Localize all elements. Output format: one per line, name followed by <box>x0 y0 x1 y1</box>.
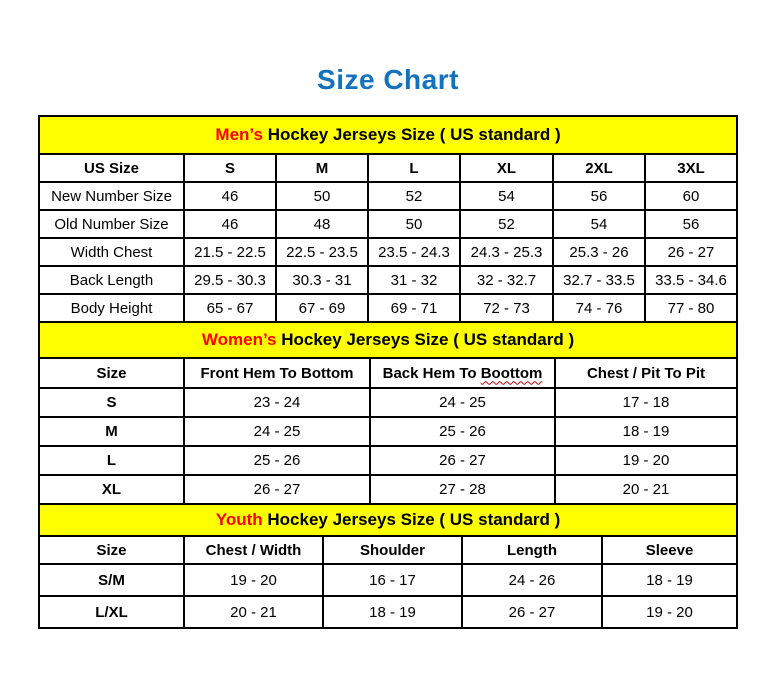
column-header-text: Back Hem To <box>382 364 481 382</box>
table-cell: 23.5 - 24.3 <box>368 238 460 266</box>
table-cell: 32.7 - 33.5 <box>553 266 645 294</box>
table-cell: 19 - 20 <box>555 446 737 475</box>
table-row <box>39 536 737 564</box>
table-cell: 21.5 - 22.5 <box>184 238 276 266</box>
row-label: Width Chest <box>39 238 184 266</box>
mens-section-highlight: Men’s <box>215 125 263 145</box>
table-cell: 18 - 19 <box>323 596 462 628</box>
womens-section-rest: Hockey Jerseys Size ( US standard ) <box>276 330 575 350</box>
youth-size-table <box>38 503 738 629</box>
column-header: Size <box>39 358 184 388</box>
row-label: Body Height <box>39 294 184 322</box>
table-cell: 74 - 76 <box>553 294 645 322</box>
row-label: L <box>39 446 184 475</box>
table-cell: 19 - 20 <box>602 596 737 628</box>
table-cell: 72 - 73 <box>460 294 553 322</box>
table-cell: 18 - 19 <box>555 417 737 446</box>
mens-section-rest: Hockey Jerseys Size ( US standard ) <box>262 125 561 145</box>
column-header: 3XL <box>645 154 737 182</box>
table-row <box>39 238 737 266</box>
youth-section-header <box>39 504 737 536</box>
table-cell: 27 - 28 <box>370 475 555 504</box>
row-label: M <box>39 417 184 446</box>
table-row <box>39 596 737 628</box>
table-cell: 26 - 27 <box>184 475 370 504</box>
table-cell: 56 <box>553 182 645 210</box>
table-cell: 25 - 26 <box>184 446 370 475</box>
row-label: Old Number Size <box>39 210 184 238</box>
table-cell: 24 - 26 <box>462 564 602 596</box>
table-cell: 20 - 21 <box>184 596 323 628</box>
table-cell: 22.5 - 23.5 <box>276 238 368 266</box>
table-cell: 46 <box>184 182 276 210</box>
mens-size-table <box>38 115 738 323</box>
table-row <box>39 446 737 475</box>
table-cell: 26 - 27 <box>462 596 602 628</box>
column-header: Sleeve <box>602 536 737 564</box>
table-cell: 25.3 - 26 <box>553 238 645 266</box>
table-cell: 56 <box>645 210 737 238</box>
table-cell: 26 - 27 <box>645 238 737 266</box>
table-cell: 29.5 - 30.3 <box>184 266 276 294</box>
womens-section-header <box>39 322 737 358</box>
table-cell: 20 - 21 <box>555 475 737 504</box>
table-row <box>39 294 737 322</box>
table-cell: 24 - 25 <box>370 388 555 417</box>
youth-section-highlight: Youth <box>215 510 263 530</box>
column-header: 2XL <box>553 154 645 182</box>
table-row <box>39 182 737 210</box>
table-cell: 24 - 25 <box>184 417 370 446</box>
womens-size-table <box>38 321 738 505</box>
table-row <box>39 388 737 417</box>
womens-section-highlight: Women’s <box>201 330 277 350</box>
column-header: Size <box>39 536 184 564</box>
table-row <box>39 154 737 182</box>
column-header: Chest / Pit To Pit <box>555 358 737 388</box>
table-cell: 52 <box>368 182 460 210</box>
table-cell: 25 - 26 <box>370 417 555 446</box>
table-cell: 33.5 - 34.6 <box>645 266 737 294</box>
table-cell: 54 <box>460 182 553 210</box>
table-cell: 65 - 67 <box>184 294 276 322</box>
table-cell: 46 <box>184 210 276 238</box>
table-cell: 69 - 71 <box>368 294 460 322</box>
table-row <box>39 210 737 238</box>
youth-band-row <box>39 504 737 536</box>
table-cell: 24.3 - 25.3 <box>460 238 553 266</box>
table-cell: 30.3 - 31 <box>276 266 368 294</box>
column-header: Shoulder <box>323 536 462 564</box>
column-header: XL <box>460 154 553 182</box>
table-cell: 19 - 20 <box>184 564 323 596</box>
column-header: S <box>184 154 276 182</box>
misspelled-word: Boottom <box>480 364 543 382</box>
row-label: XL <box>39 475 184 504</box>
table-cell: 32 - 32.7 <box>460 266 553 294</box>
table-cell: 52 <box>460 210 553 238</box>
table-row <box>39 475 737 504</box>
womens-band-row <box>39 322 737 358</box>
mens-section-header <box>39 116 737 154</box>
table-row <box>39 417 737 446</box>
column-header: L <box>368 154 460 182</box>
row-label: New Number Size <box>39 182 184 210</box>
column-header: US Size <box>39 154 184 182</box>
table-cell: 26 - 27 <box>370 446 555 475</box>
table-row <box>39 564 737 596</box>
row-label: L/XL <box>39 596 184 628</box>
mens-band-row <box>39 116 737 154</box>
row-label: Back Length <box>39 266 184 294</box>
page-title: Size Chart <box>317 64 459 95</box>
row-label: S/M <box>39 564 184 596</box>
table-cell: 77 - 80 <box>645 294 737 322</box>
youth-section-rest: Hockey Jerseys Size ( US standard ) <box>262 510 561 530</box>
column-header: M <box>276 154 368 182</box>
table-cell: 17 - 18 <box>555 388 737 417</box>
table-cell: 18 - 19 <box>602 564 737 596</box>
column-header: Length <box>462 536 602 564</box>
table-cell: 50 <box>276 182 368 210</box>
table-cell: 50 <box>368 210 460 238</box>
row-label: S <box>39 388 184 417</box>
table-cell: 16 - 17 <box>323 564 462 596</box>
table-cell: 60 <box>645 182 737 210</box>
column-header <box>370 358 555 388</box>
table-cell: 48 <box>276 210 368 238</box>
table-row <box>39 266 737 294</box>
column-header: Front Hem To Bottom <box>184 358 370 388</box>
table-cell: 54 <box>553 210 645 238</box>
table-cell: 23 - 24 <box>184 388 370 417</box>
table-row <box>39 358 737 388</box>
table-cell: 67 - 69 <box>276 294 368 322</box>
size-tables-container <box>38 115 736 629</box>
column-header: Chest / Width <box>184 536 323 564</box>
table-cell: 31 - 32 <box>368 266 460 294</box>
